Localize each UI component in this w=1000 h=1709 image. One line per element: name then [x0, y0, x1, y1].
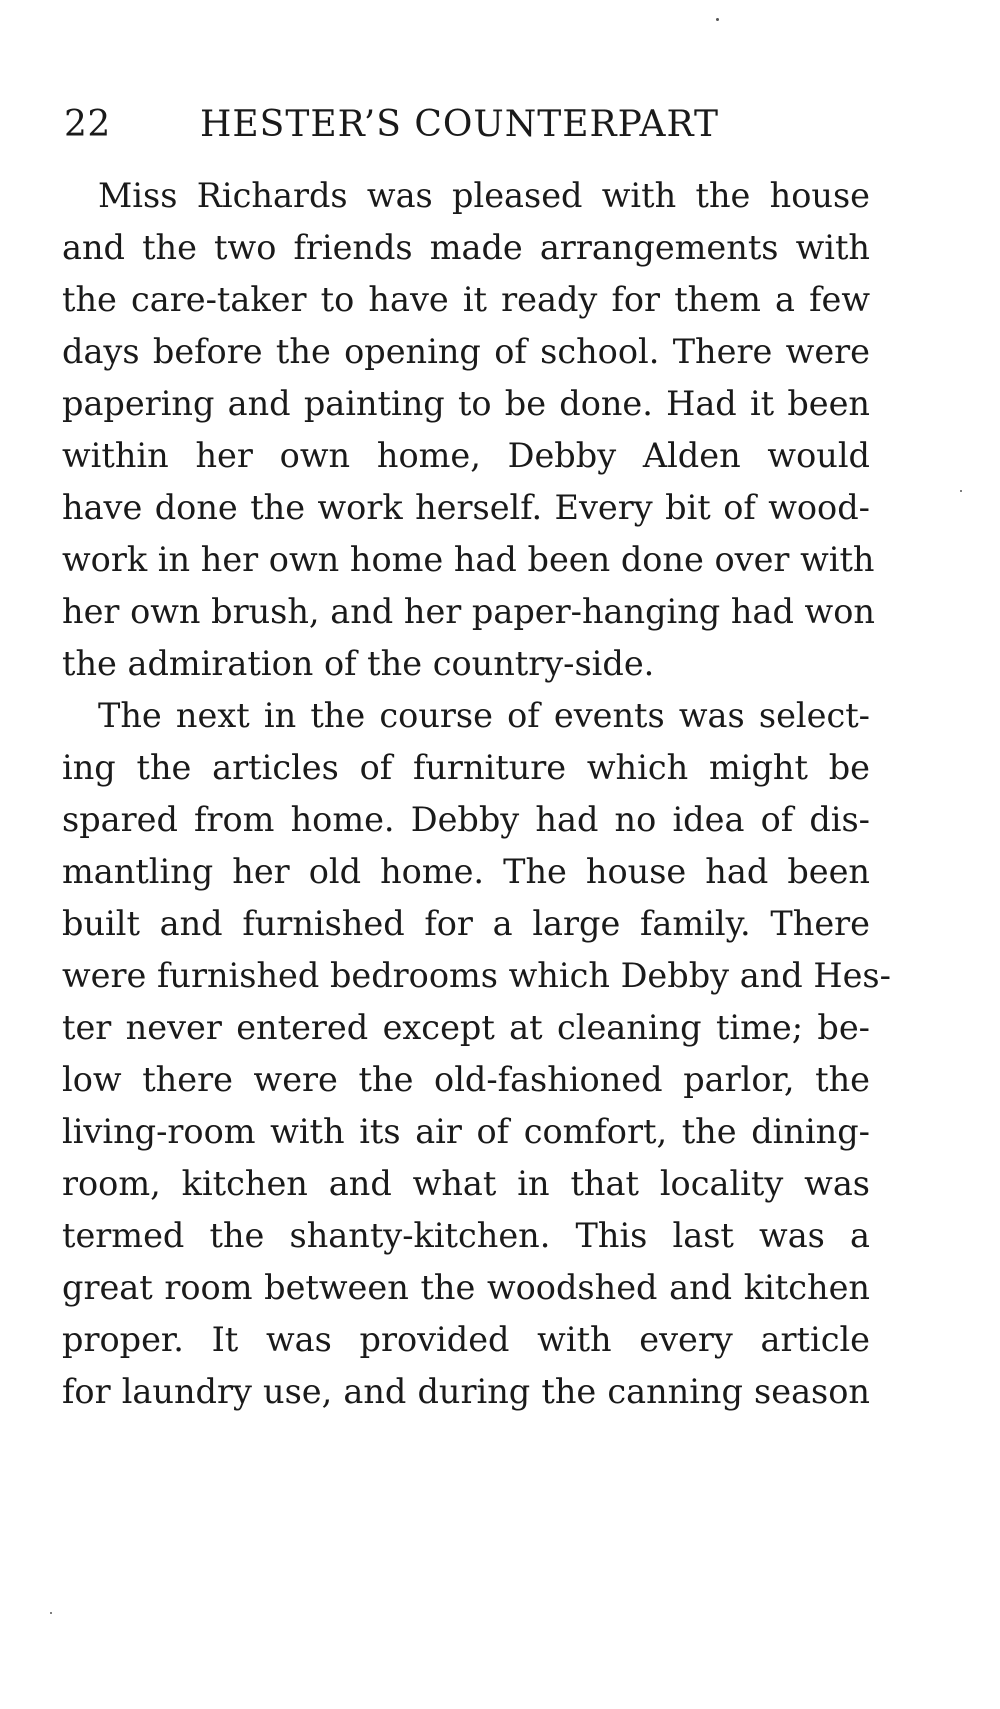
- text-line: ter never entered except at cleaning time; be-: [62, 1008, 870, 1047]
- running-head: [64, 100, 876, 150]
- text-line: living-room with its air of comfort, the dining-: [62, 1112, 870, 1151]
- text-line: mantling her old home. The house had been: [62, 852, 870, 891]
- paragraph-1: [62, 170, 875, 690]
- text-line: low there were the old-fashioned parlor, the: [62, 1060, 870, 1099]
- text-line: spared from home. Debby had no idea of dis-: [62, 800, 870, 839]
- scan-speck: [960, 490, 962, 492]
- text-line: The next in the course of events was select-: [98, 696, 870, 735]
- text-line: have done the work herself. Every bit of wood-: [62, 488, 870, 527]
- text-line: built and furnished for a large family. There: [62, 904, 870, 943]
- scan-speck: [716, 18, 719, 21]
- text-line: proper. It was provided with every article: [62, 1320, 870, 1359]
- text-line: her own brush, and her paper-hanging had won: [62, 592, 875, 631]
- text-line: termed the shanty-kitchen. This last was a: [62, 1216, 870, 1255]
- text-line: within her own home, Debby Alden would: [62, 436, 870, 475]
- text-line: ing the articles of furniture which might be: [62, 748, 870, 787]
- text-line: the care-taker to have it ready for them a few: [62, 280, 870, 319]
- paragraph-2: [62, 690, 891, 1418]
- page-number: 22: [64, 104, 111, 145]
- text-line: work in her own home had been done over with: [62, 540, 875, 579]
- text-line: room, kitchen and what in that locality was: [62, 1164, 870, 1203]
- text-line: were furnished bedrooms which Debby and Hes-: [62, 956, 891, 995]
- text-line: days before the opening of school. There were: [62, 332, 870, 371]
- scan-speck: [50, 1612, 52, 1614]
- text-line: papering and painting to be done. Had it been: [62, 384, 870, 423]
- book-title: HESTER’S COUNTERPART: [200, 104, 720, 145]
- text-line: great room between the woodshed and kitchen: [62, 1268, 870, 1307]
- text-line: Miss Richards was pleased with the house: [98, 176, 870, 215]
- text-line: the admiration of the country-side.: [62, 644, 655, 683]
- text-line: for laundry use, and during the canning season: [62, 1372, 870, 1411]
- text-line: and the two friends made arrangements with: [62, 228, 870, 267]
- body-text: [62, 170, 891, 1418]
